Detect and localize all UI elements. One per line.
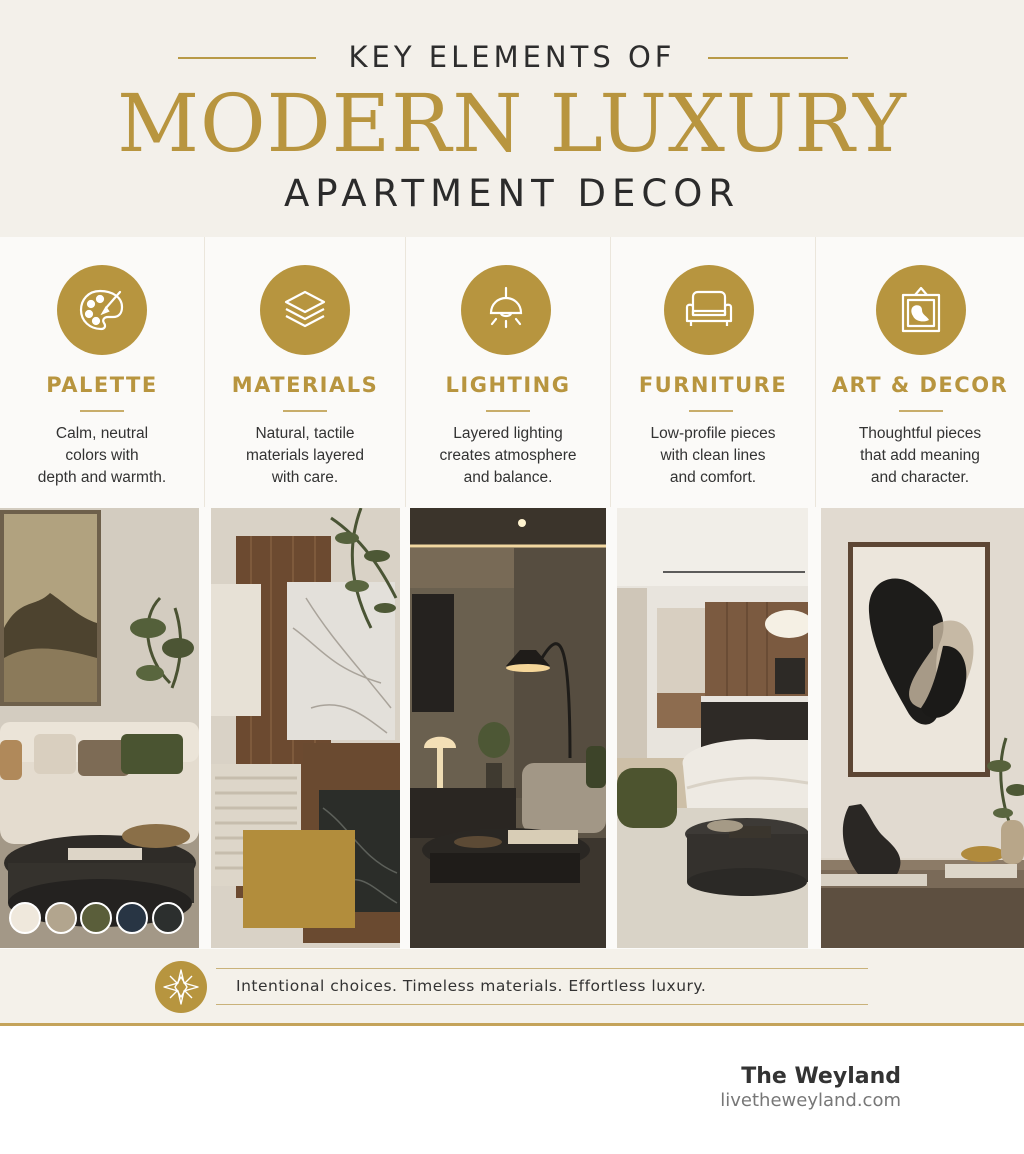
gold-divider	[0, 1023, 1024, 1026]
title-rule	[486, 410, 530, 412]
tagline-text: Intentional choices. Timeless materials. Effortless luxury.	[236, 977, 707, 995]
armchair-icon	[664, 265, 754, 355]
palette-swatches	[10, 903, 183, 933]
star-icon	[155, 961, 207, 1013]
element-title: MATERIALS	[231, 373, 379, 397]
palette-swatch	[153, 903, 183, 933]
tagline-bar	[0, 949, 1024, 1025]
materials-photo	[211, 508, 400, 948]
kicker-text: KEY ELEMENTS OF	[348, 40, 676, 74]
element-description: Low-profile pieces with clean lines and comfort.	[650, 425, 776, 486]
palette-swatch	[117, 903, 147, 933]
header	[0, 0, 1024, 237]
title-rule	[899, 410, 943, 412]
title-rule	[689, 410, 733, 412]
brand-url[interactable]: livetheweyland.com	[720, 1090, 901, 1111]
palette-swatch	[46, 903, 76, 933]
title-rule	[80, 410, 124, 412]
title-rule	[283, 410, 327, 412]
page-subtitle: APARTMENT DECOR	[283, 172, 741, 215]
palette-icon	[57, 265, 147, 355]
element-title: FURNITURE	[638, 373, 788, 397]
element-description: Natural, tactile materials layered with care.	[245, 425, 365, 486]
brand-name: The Weyland	[741, 1064, 901, 1089]
framed-art-icon	[876, 265, 966, 355]
pendant-lamp-icon	[461, 265, 551, 355]
art-decor-photo	[821, 508, 1024, 948]
tagline-rule-bottom	[216, 1004, 868, 1005]
element-title: LIGHTING	[445, 373, 571, 397]
element-title: PALETTE	[46, 373, 158, 397]
page-title: MODERN LUXURY	[117, 77, 907, 170]
element-title: ART & DECOR	[831, 373, 1009, 397]
tagline-rule-top	[216, 968, 868, 969]
element-description: Calm, neutral colors with depth and warmth.	[37, 425, 167, 486]
elements-grid	[0, 237, 1024, 949]
lighting-photo	[410, 508, 606, 948]
element-description: Layered lighting creates atmosphere and balance.	[439, 425, 577, 486]
layers-icon	[260, 265, 350, 355]
palette-photo	[0, 508, 199, 948]
palette-swatch	[10, 903, 40, 933]
furniture-photo	[617, 508, 808, 948]
palette-swatch	[81, 903, 111, 933]
element-description: Thoughtful pieces that add meaning and character.	[858, 425, 982, 486]
